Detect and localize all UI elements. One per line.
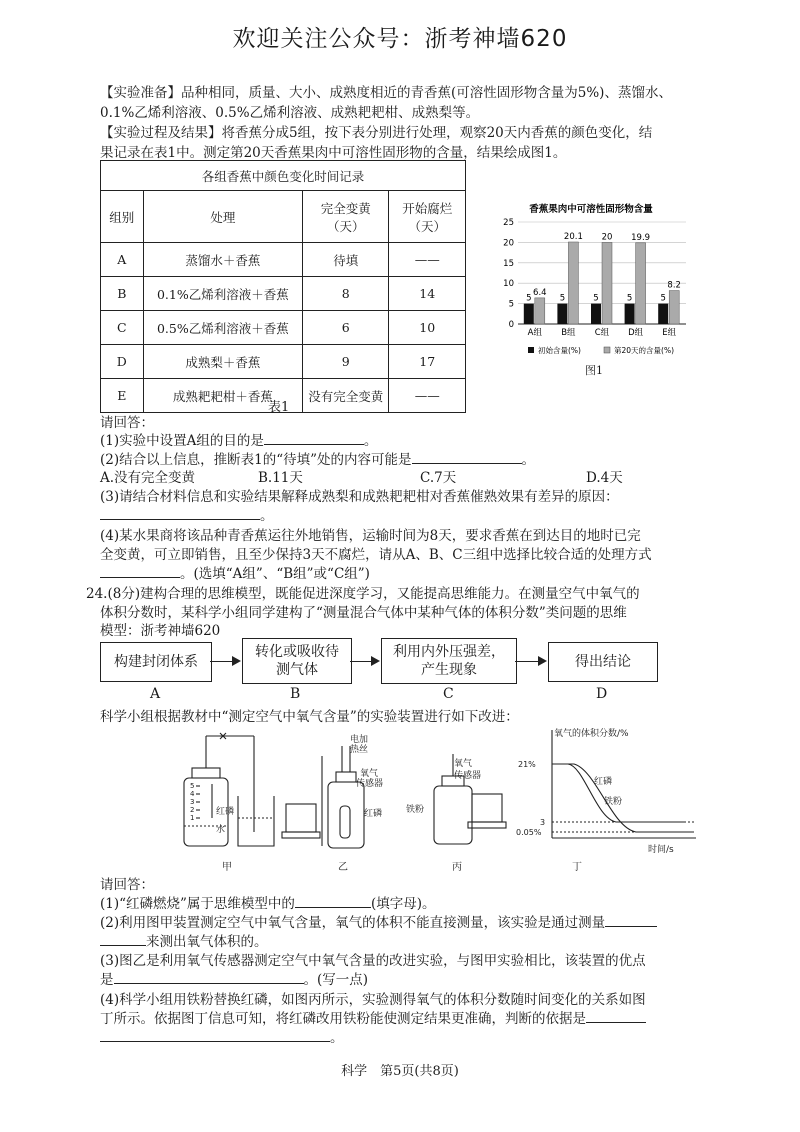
chart-data-label: 20	[601, 232, 613, 243]
apparatus-figures	[176, 726, 736, 876]
fig-label-jia: 甲	[222, 862, 232, 873]
table-cell: 成熟耙耙柑＋香蕉	[143, 379, 302, 413]
q23-3: (3)请结合材料信息和实验结果解释成熟梨和成熟耙耙柑对香蕉催熟效果有差异的原因：	[100, 489, 619, 505]
chart-data-label: 5	[660, 293, 666, 304]
intro-line-3: 【实验过程及结果】将香蕉分成5组，按下表分别进行处理，观察20天内香蕉的颜色变化，结	[100, 125, 653, 141]
q23-lead: 请回答：	[100, 415, 154, 431]
table-cell: 0.5%乙烯利溶液＋香蕉	[143, 311, 302, 345]
intro-line-4: 果记录在表1中。测定第20天香蕉果肉中可溶性固形物的含量，结果绘成图1。	[100, 145, 567, 161]
label-hongling-yi: 红磷	[364, 809, 383, 819]
option-a: A.没有完全变黄	[100, 470, 196, 486]
tick-label: 5	[190, 782, 195, 790]
chart-xtick-label: D组	[628, 328, 644, 338]
flow-box-b: 转化或吸收待 测气体	[242, 638, 352, 684]
chart-data-label: 5	[593, 293, 599, 304]
legend-swatch-day20	[604, 347, 610, 353]
table-row	[101, 311, 466, 345]
table-cell: 9	[303, 345, 389, 379]
q24-3a: (3)图乙是利用氧气传感器测定空气中氧气含量的改进实验，与图甲实验相比，该装置的优点	[100, 953, 646, 969]
legend-label-day20: 第20天的含量(%)	[614, 346, 675, 355]
q24-1: (1)“红磷燃烧”属于思维模型中的 (填字母)。	[100, 896, 436, 912]
answer-blank[interactable]	[114, 971, 304, 984]
chart-data-label: 5	[526, 293, 532, 304]
table-title: 各组香蕉中颜色变化时间记录	[101, 161, 466, 191]
label-reshi: 热丝	[350, 745, 369, 755]
table-cell: E	[101, 379, 144, 413]
table-header: 处理	[143, 191, 302, 243]
chart-data-label: 8.2	[667, 280, 681, 291]
chart-data-label: 19.9	[631, 232, 651, 243]
option-b: B.11天	[258, 470, 303, 486]
chart-bar	[535, 298, 545, 324]
graph-ytick-005: 0.05%	[516, 828, 542, 837]
apparatus-yi	[282, 746, 364, 848]
q24-line-2: 体积分数时，某科学小组同学建构了“测量混合气体中某种气体的体积分数”类问题的思维	[100, 605, 627, 621]
chart-bar	[669, 291, 679, 324]
label-yangqi-bing: 氧气	[454, 759, 473, 769]
chart-title: 香蕉果肉中可溶性固形物含量	[529, 204, 653, 215]
chart-data-label: 6.4	[533, 287, 547, 298]
flow-box-c: 利用内外压强差， 产生现象	[381, 638, 517, 684]
q24-2a: (2)利用图甲装置测定空气中氧气含量，氧气的体积不能直接测量，该实验是通过测量	[100, 914, 710, 932]
page-header: 欢迎关注公众号：浙考神墙620	[232, 26, 568, 52]
legend-label-initial: 初始含量(%)	[538, 346, 581, 355]
graph-curve-tiefen: 铁粉	[604, 797, 623, 807]
label-dianjia: 电加	[350, 735, 369, 745]
answer-blank[interactable]	[100, 933, 146, 946]
tick-label: 1	[190, 814, 195, 822]
q24-4b: 丁所示。依据图丁信息可知，将红磷改用铁粉能使测定结果更准确，判断的依据是	[100, 1010, 710, 1028]
table-cell: ——	[389, 243, 466, 277]
page-footer: 科学 第5页(共8页)	[341, 1064, 459, 1079]
option-d: D.4天	[586, 470, 623, 486]
table-cell: 成熟梨＋香蕉	[143, 345, 302, 379]
chart-bar	[658, 304, 668, 324]
soluble-solids-chart	[486, 196, 696, 376]
table-row	[101, 345, 466, 379]
graph-ding	[552, 730, 696, 838]
flow-arrow	[515, 661, 539, 662]
chart-ytick-label: 0	[508, 320, 514, 330]
chart-bar	[557, 304, 567, 324]
flow-letter-d: D	[596, 686, 608, 702]
label-shui: 水	[216, 825, 226, 835]
table-cell: 14	[389, 277, 466, 311]
q23-4c: 。(选填“A组”、“B组”或“C组”)	[100, 565, 710, 583]
chart-xtick-label: C组	[594, 328, 610, 338]
chart-xtick-label: E组	[662, 328, 677, 338]
q23-2: (2)结合以上信息，推断表1的“待填”处的内容可能是 。	[100, 452, 536, 468]
table-cell: 没有完全变黄	[303, 379, 389, 413]
flow-arrowhead	[371, 656, 380, 666]
q24-intro2: 科学小组根据教材中“测定空气中氧气含量”的实验装置进行如下改进：	[100, 709, 519, 725]
label-hongling: 红磷	[216, 807, 235, 817]
q24-3b: 是 。(写一点)	[100, 972, 369, 988]
flow-letter-b: B	[290, 686, 301, 702]
answer-blank[interactable]	[295, 895, 371, 908]
flow-box-a: 构建封闭体系	[100, 642, 212, 682]
label-tiefen: 铁粉	[406, 805, 425, 815]
fig-label-ding: 丁	[572, 862, 582, 873]
option-c: C.7天	[420, 470, 457, 486]
chart-data-label: 20.1	[563, 231, 583, 242]
table-cell: ——	[389, 379, 466, 413]
table-cell: A	[101, 243, 144, 277]
chart-ytick-label: 25	[503, 218, 514, 228]
q23-4b: 全变黄，可立即销售，且至少保持3天不腐烂，请从A、B、C三组中选择比较合适的处理方式	[100, 547, 652, 563]
q24-2b: 来测出氧气体积的。	[100, 933, 710, 951]
legend-swatch-initial	[528, 347, 534, 353]
label-chuanganqi: 传感器	[356, 779, 384, 789]
intro-line-2: 0.1%乙烯利溶液、0.5%乙烯利溶液、成熟耙耙柑、成熟梨等。	[100, 105, 480, 121]
label-yangqi: 氧气	[360, 769, 379, 779]
graph-xlabel: 时间/s	[648, 845, 674, 855]
chart-xtick-label: B组	[561, 328, 576, 338]
tick-label: 3	[190, 798, 195, 806]
chart-caption: 图1	[585, 364, 603, 377]
table-cell: 待填	[303, 243, 389, 277]
flow-letter-a: A	[150, 686, 161, 702]
table-row	[101, 243, 466, 277]
answer-blank[interactable]	[605, 914, 657, 927]
chart-bar	[636, 243, 646, 324]
flow-box-d: 得出结论	[548, 642, 658, 682]
apparatus-jia	[184, 733, 274, 846]
chart-data-label: 5	[626, 293, 633, 304]
q24-line-1: 24.(8分)建构合理的思维模型，既能促进深度学习，又能提高思维能力。在测量空气中氧气的	[86, 586, 640, 602]
table-cell: C	[101, 311, 144, 345]
table-row	[101, 277, 466, 311]
table-header: 完全变黄 （天）	[303, 191, 389, 243]
flow-arrowhead	[232, 656, 241, 666]
table-cell: 10	[389, 311, 466, 345]
answer-blank[interactable]	[100, 1029, 330, 1042]
table-cell: 17	[389, 345, 466, 379]
q23-4a: (4)某水果商将该品种青香蕉运往外地销售，运输时间为8天，要求香蕉在到达目的地时已完	[100, 528, 641, 544]
chart-bar	[524, 304, 534, 324]
graph-ylabel: 氧气的体积分数/%	[554, 729, 629, 739]
tick-label: 4	[190, 790, 195, 798]
table-cell: 8	[303, 277, 389, 311]
chart-bar	[591, 304, 601, 324]
chart-ytick-label: 5	[508, 299, 514, 310]
chart-ytick-label: 15	[503, 258, 514, 269]
chart-ytick-label: 10	[503, 279, 514, 290]
chart-bar	[602, 242, 612, 324]
q24-4c: 。	[100, 1029, 710, 1047]
chart-xtick-label: A组	[527, 328, 542, 338]
q24-line-3: 模型：浙考神墙620	[100, 623, 221, 639]
chart-bar	[625, 304, 635, 324]
q23-3-answer: 。	[100, 507, 710, 525]
q24-4a: (4)科学小组用铁粉替换红磷，如图丙所示，实验测得氧气的体积分数随时间变化的关系如图	[100, 992, 646, 1008]
table-cell: B	[101, 277, 144, 311]
flow-arrowhead	[538, 656, 547, 666]
graph-curve-hongling: 红磷	[594, 777, 613, 787]
intro-line-1: 【实验准备】品种相同，质量、大小、成熟度相近的青香蕉(可溶性固形物含量为5%)、蒸馏水、	[100, 85, 672, 101]
answer-blank[interactable]	[100, 507, 260, 520]
label-chuanganqi-bing: 传感器	[454, 771, 482, 781]
table-caption: 表1	[268, 400, 290, 415]
chart-data-label: 5	[559, 293, 566, 304]
table-header: 组别	[101, 191, 144, 243]
q24-lead: 请回答：	[100, 877, 154, 893]
answer-blank[interactable]	[412, 451, 522, 464]
table-cell: 蒸馏水＋香蕉	[143, 243, 302, 277]
graph-ytick-3: 3	[540, 818, 546, 827]
answer-blank[interactable]	[586, 1010, 646, 1023]
flow-arrow	[350, 661, 372, 662]
answer-blank[interactable]	[264, 432, 364, 445]
graph-ytick-21: 21%	[518, 760, 536, 769]
fig-label-bing: 丙	[452, 862, 462, 873]
flow-arrow	[210, 661, 233, 662]
table-cell: 6	[303, 311, 389, 345]
chart-bar	[568, 242, 578, 324]
tick-label: 2	[190, 806, 195, 814]
table-cell: 0.1%乙烯利溶液＋香蕉	[143, 277, 302, 311]
chart-ytick-label: 20	[503, 238, 514, 249]
flow-letter-c: C	[443, 686, 454, 702]
table-cell: D	[101, 345, 144, 379]
answer-blank[interactable]	[100, 565, 180, 578]
chart-legend	[528, 345, 674, 355]
q23-1: (1)实验中设置A组的目的是 。	[100, 433, 378, 449]
fig-label-yi: 乙	[338, 862, 348, 873]
table-header: 开始腐烂 （天）	[389, 191, 466, 243]
table-1	[100, 160, 466, 413]
